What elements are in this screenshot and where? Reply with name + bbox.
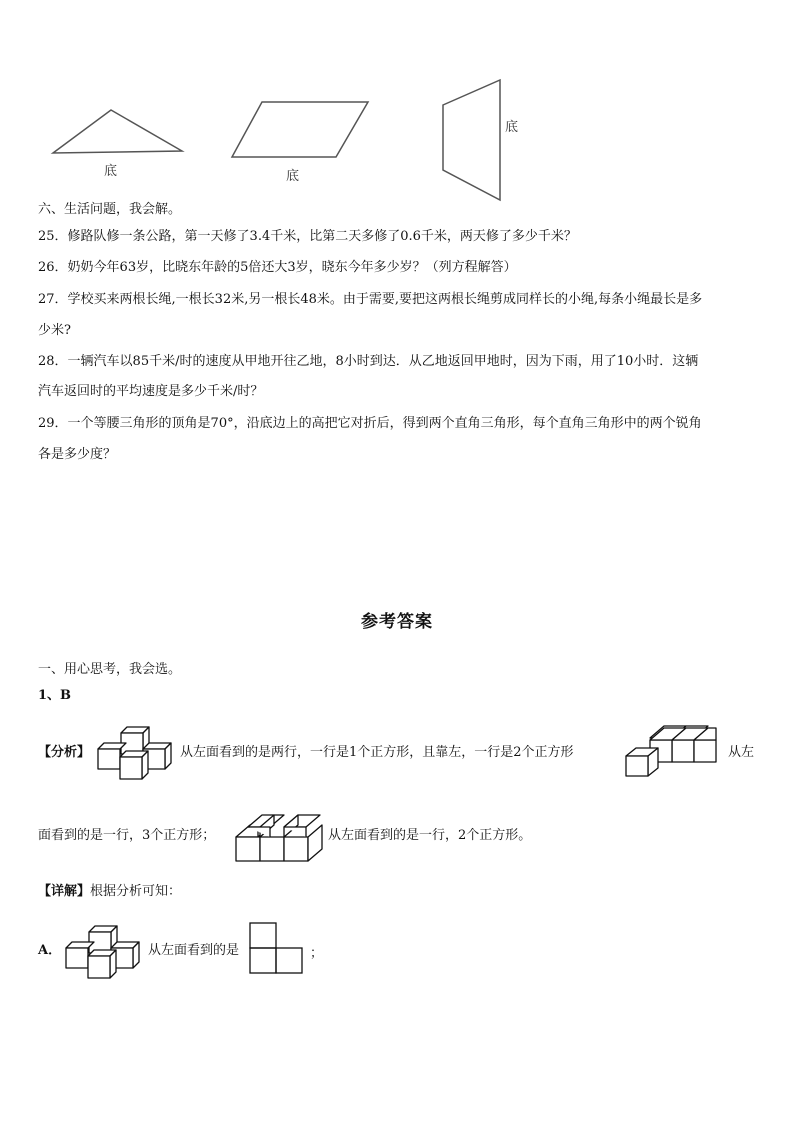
option-a-label: A． (38, 943, 62, 958)
question-25: 25．修路队修一条公路，第一天修了3.4千米，比第二天多修了0.6千米，两天修了多少千米？ (38, 229, 577, 244)
option-a-text: 从左面看到的是 (148, 943, 240, 958)
detail-line (38, 882, 181, 902)
trapezoid-figure (443, 80, 500, 200)
analysis-text-4: 从左面看到的是一行，2个正方形。 (328, 828, 532, 843)
detail-text: 根据分析可知： (90, 884, 182, 899)
cube-figure-a (96, 719, 176, 781)
cube-figure-option-a (64, 918, 144, 980)
question-27-line1: 27．学校买来两根长绳,一根长32米,另一根长48米。由于需要,要把这两根长绳剪成同样长的小绳,每条小绳最长是多 (38, 292, 703, 307)
parallelogram-base-label: 底 (286, 169, 300, 184)
question-26: 26．奶奶今年63岁，比晓东年龄的5倍还大3岁，晓东今年多少岁？（列方程解答） (38, 260, 517, 275)
option-a-end: ； (310, 946, 324, 961)
detail-tag: 【详解】 (38, 884, 91, 899)
cube-figure-c (234, 811, 326, 865)
question-29-line2: 各是多少度？ (38, 447, 117, 462)
analysis-text-1: 从左面看到的是两行，一行是1个正方形，且靠左，一行是2个正方形 (180, 745, 574, 760)
answers-title: 参考答案 (361, 612, 433, 632)
question-28-line2: 汽车返回时的平均速度是多少千米/时？ (38, 384, 264, 399)
parallelogram-figure (232, 102, 368, 157)
answers-section1-heading: 一、用心思考，我会选。 (38, 662, 182, 677)
trapezoid-base-label: 底 (505, 120, 519, 135)
question-27-line2: 少米? (38, 323, 71, 338)
triangle-figure (53, 110, 182, 153)
analysis-text-3: 面看到的是一行，3个正方形； (38, 828, 216, 843)
question-29-line1: 29．一个等腰三角形的顶角是70°，沿底边上的高把它对折后，得到两个直角三角形，每个直角三角形中的两个锐角 (38, 416, 702, 431)
answer-q1-label: 1、B (38, 688, 72, 703)
analysis-text-2: 从左 (728, 745, 755, 760)
analysis-tag: 【分析】 (38, 745, 91, 760)
left-view-squares (247, 920, 307, 976)
geometry-figures (0, 60, 794, 205)
cube-figure-b (624, 724, 724, 780)
section6-heading: 六、生活问题，我会解。 (38, 202, 182, 217)
triangle-base-label: 底 (104, 164, 118, 179)
question-28-line1: 28．一辆汽车以85千米/时的速度从甲地开往乙地，8小时到达．从乙地返回甲地时，因为下雨，用了10小时．这辆 (38, 354, 699, 369)
